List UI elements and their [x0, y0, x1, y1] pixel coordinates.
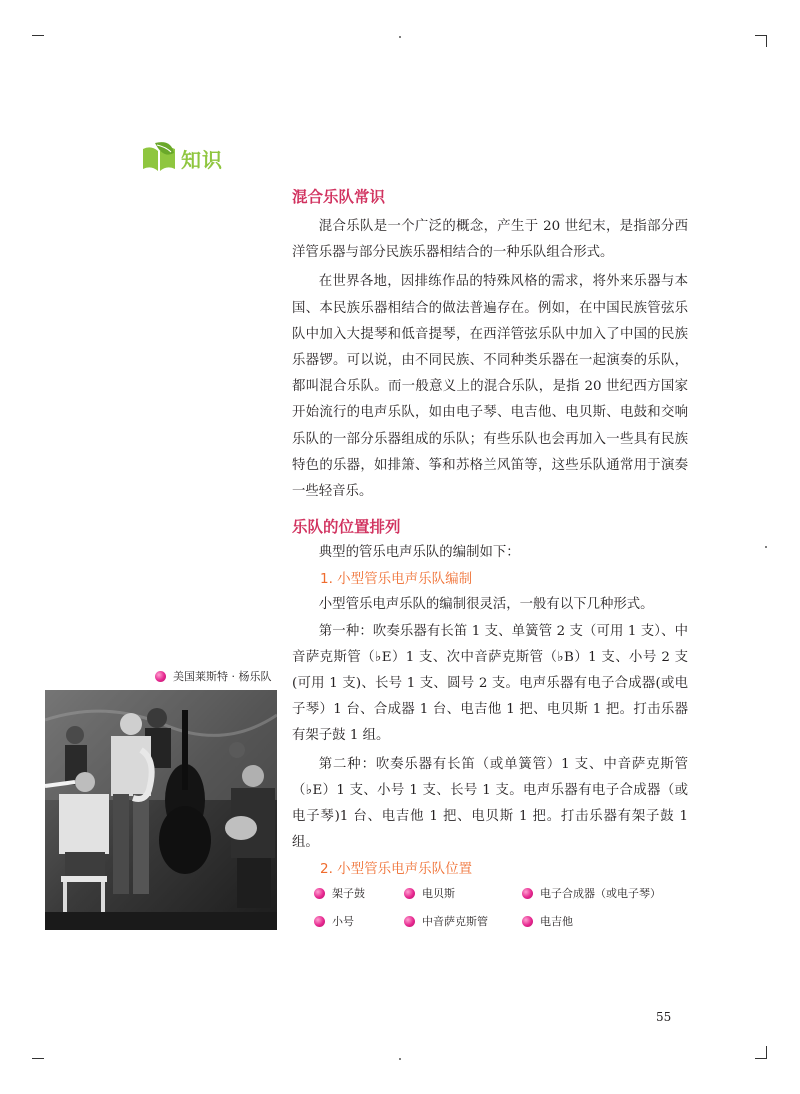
band-photo: [45, 690, 277, 930]
subsection-title-small-band-formation: 1. 小型管乐电声乐队编制: [320, 571, 473, 588]
badge-label: 知识: [181, 147, 223, 172]
legend-label: 电贝斯: [422, 887, 455, 900]
legend-label: 小号: [332, 915, 354, 928]
bullet-dot-icon: [155, 671, 166, 682]
registration-dot-top: [399, 36, 401, 38]
legend-item-drum-kit: [314, 884, 365, 902]
legend-dot-icon: [522, 888, 533, 899]
jazz-band-image: [45, 690, 277, 930]
paragraph: 混合乐队是一个广泛的概念，产生于 20 世纪末，是指部分西洋管乐器与部分民族乐器相结合的一种乐队组合形式。: [292, 219, 688, 261]
photo-caption: [155, 666, 272, 686]
section-title-band-positions: 乐队的位置排列: [292, 518, 401, 537]
paragraph: 第二种：吹奏乐器有长笛（或单簧管）1 支、中音萨克斯管（♭E）1 支、小号 1 支、长号 1 支。电声乐器有电子合成器（或电子琴)1 台、电吉他 1 把、电贝斯 1 把。打击乐器有架子鼓 1 组。: [292, 756, 688, 851]
crop-mark-bottom-right-h: [755, 1058, 767, 1059]
photo-caption-text: 美国莱斯特 · 杨乐队: [173, 670, 272, 683]
crop-mark-top-left: [32, 35, 44, 36]
registration-dot-right: [765, 546, 767, 548]
subsection-title-small-band-positions: 2. 小型管乐电声乐队位置: [320, 861, 473, 878]
legend-label: 架子鼓: [332, 887, 365, 900]
legend-item-alto-sax: [404, 912, 488, 930]
legend-label: 电子合成器（或电子琴）: [540, 887, 661, 900]
legend-item-electric-guitar: [522, 912, 573, 930]
legend-item-electric-bass: [404, 884, 455, 902]
registration-dot-bottom: [399, 1058, 401, 1060]
legend-dot-icon: [314, 888, 325, 899]
main-text-column: [292, 184, 688, 882]
leaf-book-icon: [141, 141, 177, 175]
crop-mark-top-right-v: [766, 35, 767, 47]
legend-dot-icon: [522, 916, 533, 927]
legend-label: 中音萨克斯管: [422, 915, 488, 928]
spacer: [292, 505, 688, 514]
paragraph: 第一种：吹奏乐器有长笛 1 支、单簧管 2 支（可用 1 支）、中音萨克斯管（♭E）1 支、次中音萨克斯管（♭B）1 支、小号 2 支(可用 1 支)、长号 1 支、圆号 2 支。电声乐器有电子合成器(或电子琴）1 台、合成器 1 台、电吉他 1 把、电贝斯 1 把。打击乐器有架子鼓 1 组。: [292, 623, 688, 744]
page-number: 55: [656, 1010, 672, 1024]
legend-dot-icon: [314, 916, 325, 927]
paragraph: 在世界各地，因排练作品的特殊风格的需求，将外来乐器与本国、本民族乐器相结合的做法普遍存在。例如，在中国民族管弦乐队中加入大提琴和低音提琴，在西洋管弦乐队中加入了中国的民族乐器锣。可以说，由不同民族、不同种类乐器在一起演奏的乐队，都叫混合乐队。而一般意义上的混合乐队，是指 20 世纪西方国家开始流行的电声乐队，如由电子琴、电吉他、电贝斯、电鼓和交响乐队的一部分乐器组成的乐队；有些乐队也会再加入一些具有民族特色的乐器，如排箫、筝和苏格兰风笛等，这些乐队通常用于演奏一些轻音乐。: [292, 274, 688, 500]
legend-dot-icon: [404, 888, 415, 899]
crop-mark-bottom-right-v: [766, 1046, 767, 1058]
legend-item-synthesizer: [522, 884, 661, 902]
legend-label: 电吉他: [540, 915, 573, 928]
crop-mark-bottom-left: [32, 1058, 44, 1059]
legend-dot-icon: [404, 916, 415, 927]
section-title-mixed-band: 混合乐队常识: [292, 188, 386, 206]
paragraph: 小型管乐电声乐队的编制很灵活，一般有以下几种形式。: [318, 597, 654, 613]
legend-item-trumpet: [314, 912, 354, 930]
knowledge-badge: [141, 140, 223, 176]
paragraph-intro: 典型的管乐电声乐队的编制如下：: [318, 545, 520, 561]
